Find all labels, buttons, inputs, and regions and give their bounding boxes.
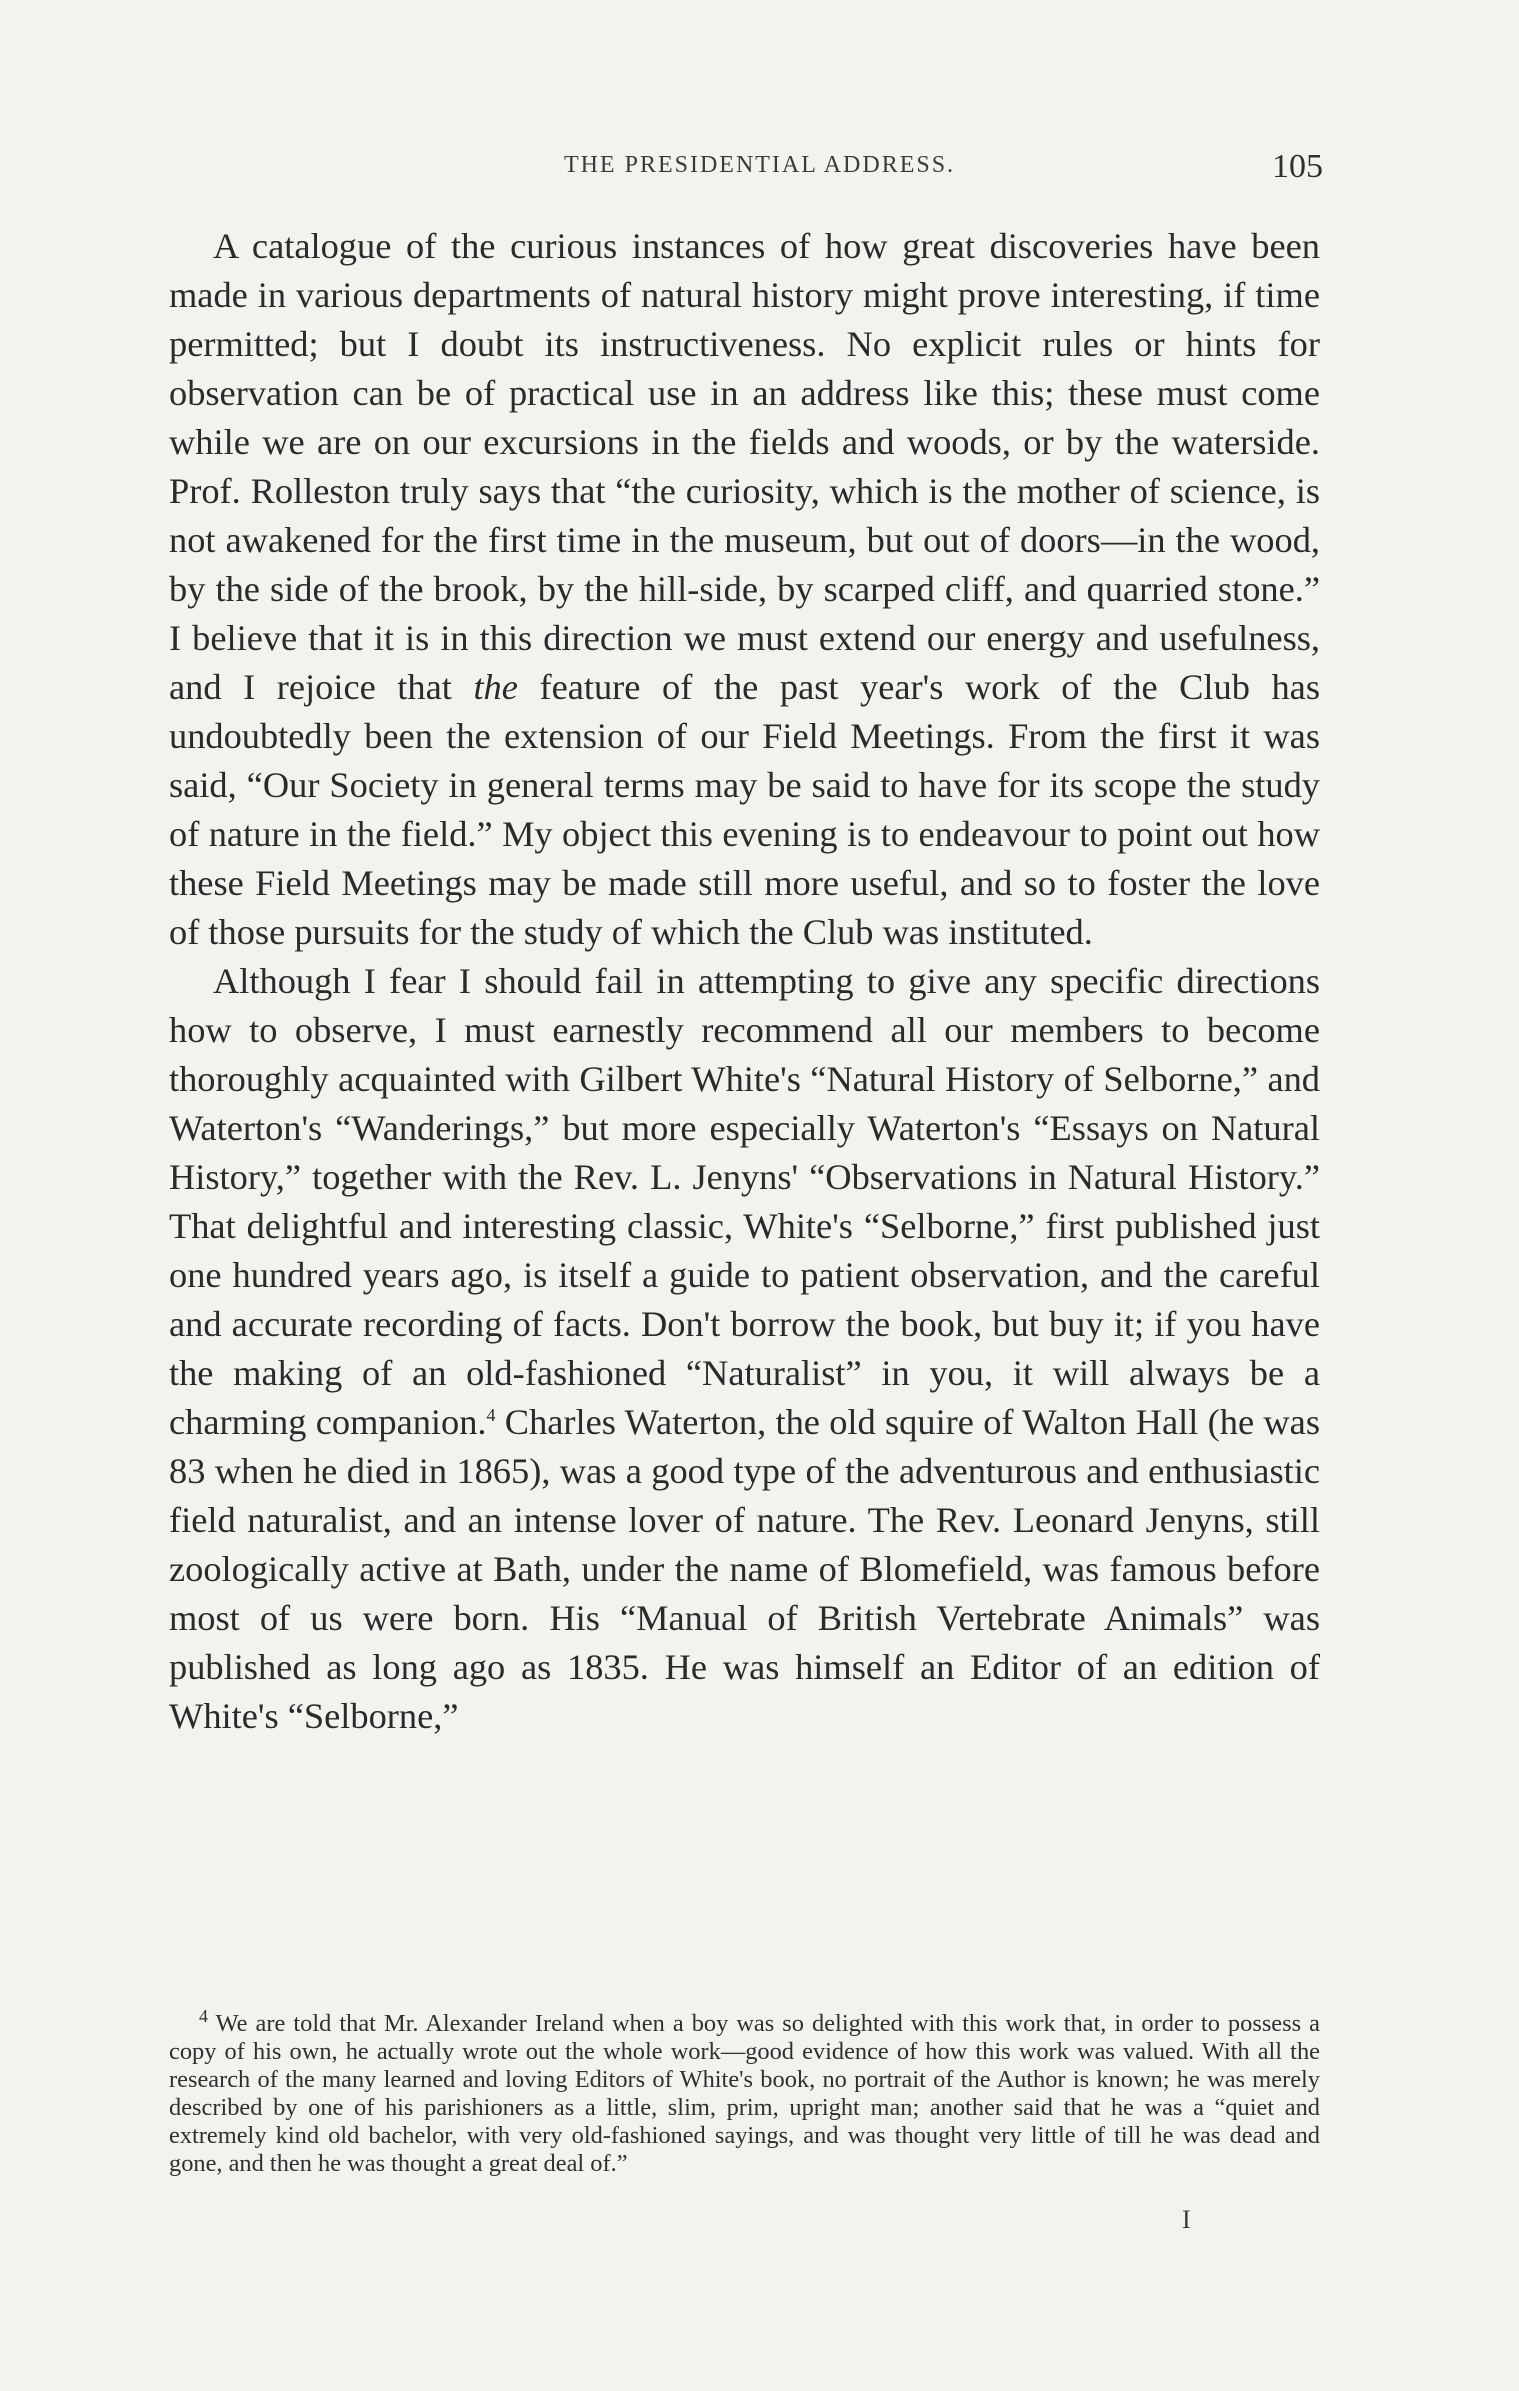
page-number: 105 [1272,148,1323,185]
emphasis-the: the [473,667,518,707]
footnote-paragraph [169,2005,1320,2178]
paragraph-1-text-a: A catalogue of the curious instances of how great discoveries have been made in various departments of natural history might prove interesting, if time permitted; but I doubt its instructiveness. No explicit rules or hints for observation can be of practical use in an address like this; these must come while we are on our excursions in the fields and woods, or by the waterside. Prof. Rolleston truly says that “the curiosity, which is the mother of science, is not awakened for the first time in the museum, but out of doors—in the wood, by the side of the brook, by the hill-side, by scarped cliff, and quarried stone.” I believe that it is in this direction we must extend our energy and usefulness, and I rejoice that [169,226,1320,707]
signature-mark: I [1182,2205,1191,2234]
paragraph-2-text-b: Charles Waterton, the old squire of Walton Hall (he was 83 when he died in 1865), was a good type of the adventurous and enthusiastic field naturalist, and an intense lover of nature. The Rev. Leonard Jenyns, still zoologically active at Bath, under the name of Blomefield, was famous before most of us were born. His “Manual of British Vertebrate Animals” was published as long ago as 1835. He was himself an Editor of an edition of White's “Selborne,” [169,1402,1320,1736]
paragraph-2-text-a: Although I fear I should fail in attempting to give any specific directions how to observe, I must earnestly recommend all our members to become thoroughly acquainted with Gilbert White's “Natural History of Selborne,” and Waterton's “Wanderings,” but more especially Waterton's “Essays on Natural History,” together with the Rev. L. Jenyns' “Observations in Natural History.” That delightful and interesting classic, White's “Selborne,” first published just one hundred years ago, is itself a guide to patient observation, and the careful and accurate recording of facts. Don't borrow the book, but buy it; if you have the making of an old-fashioned “Naturalist” in you, it will always be a charming companion. [169,961,1320,1442]
paragraph-2 [169,957,1320,1741]
paragraph-1 [169,222,1320,957]
footnote [169,2005,1320,2178]
main-text [169,222,1320,1741]
footnote-marker: 4 [199,2005,208,2026]
paragraph-1-text-b: feature of the past year's work of the Club has undoubtedly been the extension of our Field Meetings. From the first it was said, “Our Society in general terms may be said to have for its scope the study of nature in the field.” My object this evening is to endeavour to point out how these Field Meetings may be made still more useful, and so to foster the love of those pursuits for the study of which the Club was instituted. [169,667,1320,952]
footnote-reference: 4 [486,1404,496,1425]
running-header-title: THE PRESIDENTIAL ADDRESS. [563,152,956,178]
footnote-text: We are told that Mr. Alexander Ireland when a boy was so delighted with this work that, in order to possess a copy of his own, he actually wrote out the whole work—good evidence of how this work was valued. With all the research of the many learned and loving Editors of White's book, no portrait of the Author is known; he was merely described by one of his parishioners as a little, slim, prim, upright man; another said that he was a “quiet and extremely kind old bachelor, with very old-fashioned sayings, and was thought very little of till he was dead and gone, and then he was thought a great deal of.” [169,2010,1320,2177]
